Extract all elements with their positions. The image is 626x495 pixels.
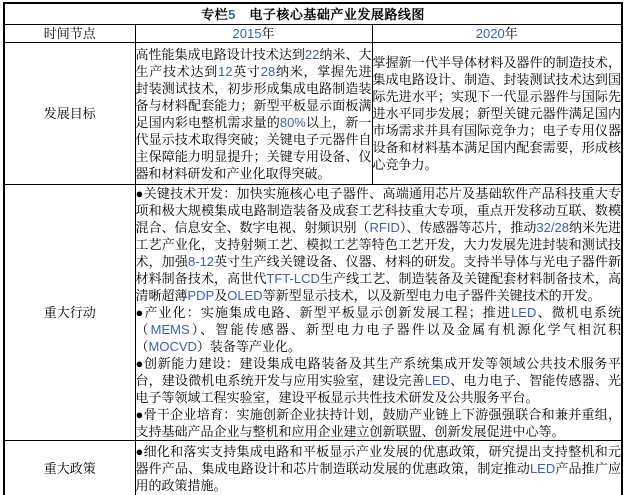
roadmap-table xyxy=(3,2,623,495)
header-year-2020: 2020年 xyxy=(372,25,622,43)
row-development-goals xyxy=(4,43,622,185)
row-label-major-actions: 重大行动 xyxy=(4,185,135,441)
action-bullet-innovation-capacity: ●创新能力建设：建设集成电路装备及其生产系统集成开发等领域公共技术服务平台，建设微机电系统开发与应用实验室，建设完善LED、电力电子、智能传感器、光电子等领域工程实验室，建设平板显示共性技术研发及公共服务平台。 xyxy=(135,356,621,405)
table-header-row xyxy=(4,25,622,43)
major-policies-cell xyxy=(135,441,622,495)
action-bullet-industrialization: ●产业化：实施集成电路、新型平板显示创新发展工程；推进LED、微机电系统（MEMS）、智能传感器、新型电力电子器件以及金属有机源化学气相沉积（MOCVD）装备等产业化。 xyxy=(135,305,621,354)
row-major-actions xyxy=(4,185,622,441)
header-year-2015: 2015年 xyxy=(135,25,372,43)
goals-2020-cell: 掌握新一代半导体材料及器件的制造技术，集成电路设计、制造、封装测试技术达到国际先进水平；实现下一代显示器件与国际先进水平同步发展；新型关键元器件满足国内市场需求并具有国际竞争力；电子专用仪器设备和材料基本满足国内配套需要，形成核心竞争力。 xyxy=(372,43,622,185)
row-major-policies xyxy=(4,441,622,495)
table-title-row xyxy=(4,3,622,25)
action-bullet-backbone-enterprises: ●骨干企业培育：实施创新企业扶持计划，鼓励产业链上下游强强联合和兼并重组，支持基础产品企业与整机和应用企业建立创新联盟、创新发展促进中心等。 xyxy=(135,407,621,439)
table-title: 专栏5 电子核心基础产业发展路线图 xyxy=(4,3,622,25)
major-actions-cell xyxy=(135,185,622,441)
row-label-development-goals: 发展目标 xyxy=(4,43,135,185)
header-time-node: 时间节点 xyxy=(4,25,135,43)
policy-bullet-preferential-policies: ●细化和落实支持集成电路和平板显示产业发展的优惠政策，研究提出支持整机和元器件产品、集成电路设计和芯片制造联动发展的优惠政策，制定推动LED产品推广应用的政策措施。 xyxy=(135,443,621,493)
row-label-major-policies: 重大政策 xyxy=(4,441,135,495)
action-bullet-key-tech: ●关键技术开发：加快实施核心电子器件、高端通用芯片及基础软件产品科技重大专项和极大规模集成电路制造装备及成套工艺科技重大专项，重点开发移动互联、数模混合、信息安全、数字电视、射频识别（RFID）、传感器等芯片，推动32/28纳米先进工艺产业化，支持射频工艺、模拟工艺等特色工艺开发，大力发展先进封装和测试技术，加强8-12英寸生产线关键设备、仪器、材料的研发。支持半导体与光电子器件新材料制备技术，高世代TFT-LCD生产线工艺、制造装备及关键配套材料制备技术，高清晰超薄PDP及OLED等新型显示技术，以及新型电力电子器件关键技术的开发。 xyxy=(135,186,621,303)
goals-2015-cell: 高性能集成电路设计技术达到22纳米、大生产技术达到12英寸28纳米，掌握先进封装测试技术，初步形成集成电路制造装备与材料配套能力；新型平板显示面板满足国内彩电整机需求量的80%以上，新一代显示技术取得突破；关键电子元器件自主保障能力明显提升；关键专用设备、仪器和材料研发和产业化取得突破。 xyxy=(135,43,372,185)
